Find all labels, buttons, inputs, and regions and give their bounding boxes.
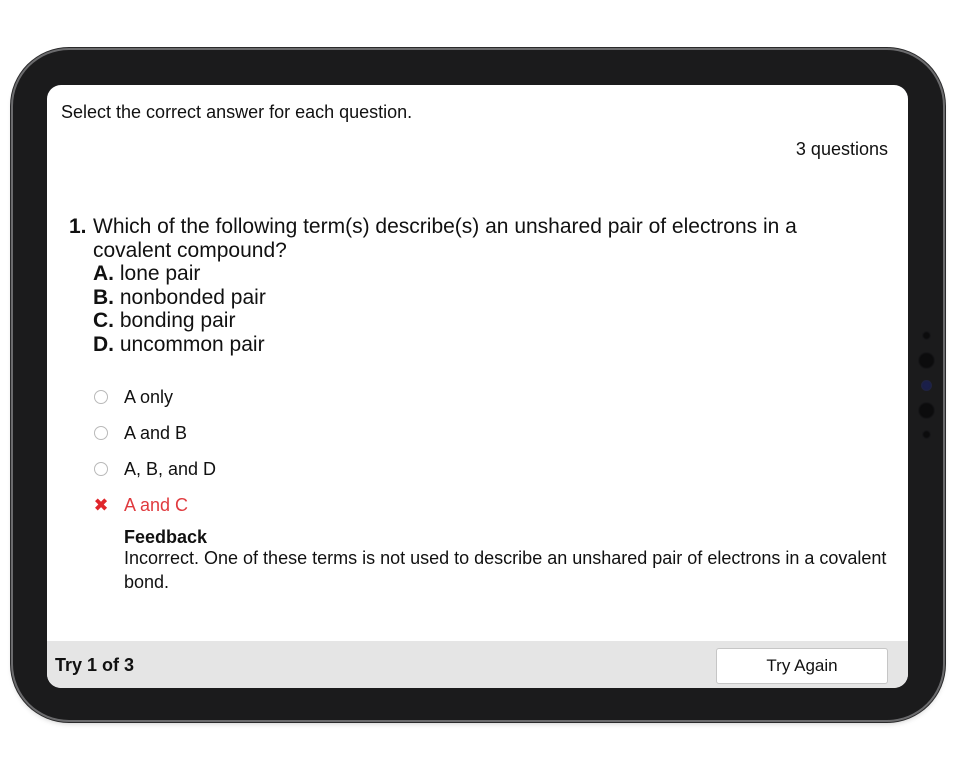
option-letter: C. [93,309,114,332]
incorrect-x-icon: ✖ [93,494,109,515]
answer-choice-a-b-and-d[interactable] [93,451,873,487]
answer-choices [93,379,873,523]
option-text: lone pair [119,262,201,285]
option-text: uncommon pair [119,332,265,356]
try-again-button[interactable]: Try Again [716,648,888,684]
tablet-screen [47,85,908,688]
question-block [69,215,869,356]
radio-button[interactable] [94,426,108,440]
option-letter: B. [93,285,114,309]
camera-lens-icon [918,352,935,369]
option-text: bonding pair [119,309,236,332]
sensor-dot-icon [922,331,931,340]
answer-label: A, B, and D [124,458,217,479]
question-number: 1. [69,215,87,238]
question-count: 3 questions [795,139,888,159]
answer-choice-a-and-b[interactable] [93,415,873,451]
question-option [93,333,869,357]
answer-choice-a-only[interactable] [93,379,873,415]
footer-bar [47,641,908,688]
camera-lens-secondary-icon [918,402,935,419]
question-option [93,309,869,333]
option-letter: D. [93,332,114,356]
option-letter: A. [93,262,114,285]
answer-label: A and B [124,422,188,443]
option-text: nonbonded pair [119,285,266,309]
feedback-title: Feedback [124,527,208,547]
answer-choice-a-and-c[interactable] [93,487,873,523]
radio-button[interactable] [94,390,108,404]
camera-flash-icon [921,380,932,391]
try-count: Try 1 of 3 [55,655,135,675]
radio-button[interactable] [94,462,108,476]
feedback-text: Incorrect. One of these terms is not used to describe an unshared pair of electrons in a covalent bond. [124,548,887,592]
answer-label: A and C [124,494,189,515]
instructions-text: Select the correct answer for each question. [61,102,413,122]
question-option [93,262,869,286]
question-option [93,286,869,310]
question-text: Which of the following term(s) describe(s) an unshared pair of electrons in a covalent compound? [93,215,797,262]
microphone-dot-icon [922,430,931,439]
question-body [93,215,869,356]
feedback-panel [124,528,894,594]
answer-label: A only [124,386,174,407]
